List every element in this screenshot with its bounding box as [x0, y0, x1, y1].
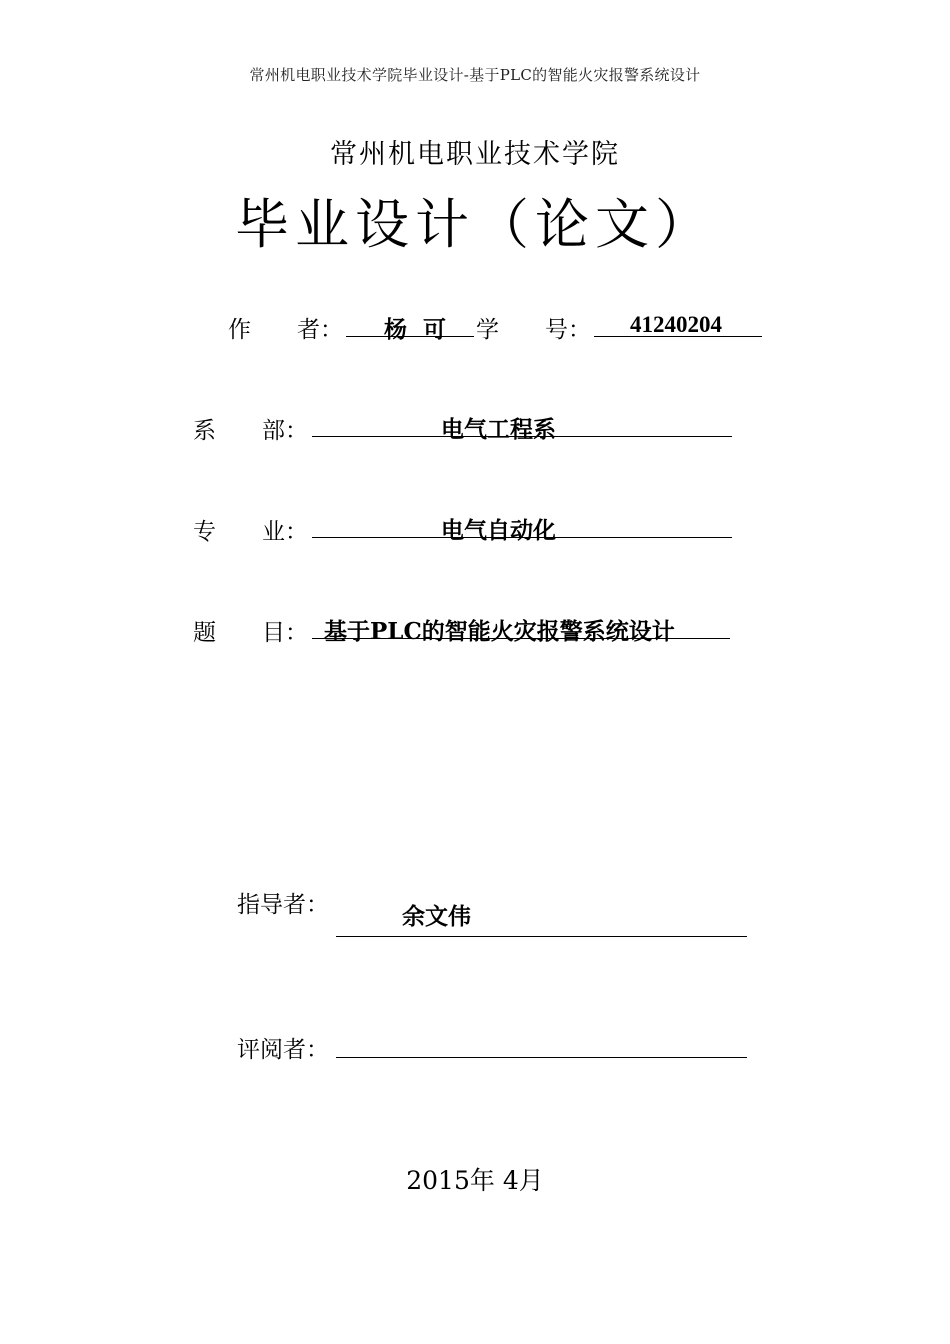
reviewer-field — [336, 1027, 747, 1058]
author-label: 作 者： — [228, 317, 343, 343]
major-label: 专 业： — [193, 519, 308, 545]
student-id-label: 学 号： — [476, 317, 591, 343]
topic-value: 基于PLC的智能火灾报警系统设计 — [324, 618, 675, 645]
student-id-value: 41240204 — [630, 312, 722, 337]
advisor-label: 指导者： — [237, 892, 329, 918]
advisor-field — [336, 906, 747, 937]
running-header: 常州机电职业技术学院毕业设计-基于PLC的智能火灾报警系统设计 — [249, 66, 701, 84]
department-value: 电气工程系 — [441, 416, 556, 443]
major-value: 电气自动化 — [441, 517, 556, 544]
reviewer-label: 评阅者： — [237, 1037, 329, 1063]
department-label: 系 部： — [193, 418, 308, 444]
document-type-title: 毕业设计（论文） — [235, 193, 715, 256]
institution-name: 常州机电职业技术学院 — [330, 139, 620, 170]
author-value: 杨 可 — [384, 316, 451, 343]
advisor-value: 余文伟 — [402, 903, 471, 930]
submission-date: 2015年 4月 — [406, 1166, 544, 1195]
topic-label: 题 目： — [193, 620, 308, 646]
